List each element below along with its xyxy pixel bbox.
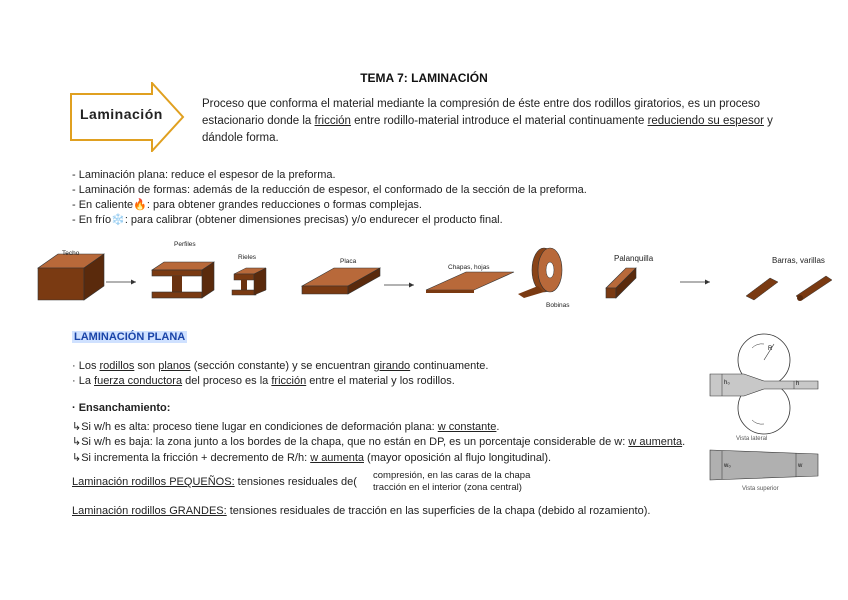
label-barras: Barras, varillas (772, 256, 825, 265)
intro-friccion: fricción (314, 115, 351, 127)
ens-line-3: ↳Si incrementa la fricción + decremento de R/h: w aumenta (mayor oposición al flujo longitudinal). (72, 452, 552, 464)
label-vista-lateral: Vista lateral (736, 436, 768, 442)
bullet-item: - En frío❄️: para calibrar (obtener dimensiones precisas) y/o endurecer el producto final. (72, 214, 503, 226)
bullet-list (72, 168, 587, 228)
ensanchamiento-heading: · Ensanchamiento: (72, 402, 171, 414)
label-vista-superior: Vista superior (742, 486, 779, 492)
pequenos-detail: compresión, en las caras de la chapa tracción en el interior (zona central) (373, 470, 531, 493)
products-illustration (34, 238, 844, 308)
ens-line-2: ↳Si w/h es baja: la zona junto a los bordes de la chapa, que no están en DP, es un porcentaje considerable de w: w aumenta. (72, 436, 686, 448)
box-label: Laminación (80, 106, 163, 122)
label-bobinas: Bobinas (546, 302, 570, 309)
intro-text: Proceso que conforma el material mediante la compresión de éste entre dos rodillos giratorios, es un proceso estacionario donde la (202, 98, 761, 127)
ens-line-1: ↳Si w/h es alta: proceso tiene lugar en condiciones de deformación plana: w constante. (72, 421, 500, 433)
intro-text-3: y dándole forma. (202, 115, 773, 144)
bullet-item: - Laminación de formas: además de la reducción de espesor, el conformado de la sección de la preforma. (72, 184, 587, 196)
label-R: R (768, 346, 773, 352)
rolling-diagram (708, 330, 828, 500)
page-title: TEMA 7: LAMINACIÓN (360, 71, 488, 85)
bullet-item: - En caliente🔥: para obtener grandes reducciones o formas complejas. (72, 199, 422, 211)
intro-paragraph (202, 96, 782, 147)
bullet-item: - Laminación plana: reduce el espesor de la preforma. (72, 169, 336, 181)
intro-text-2: entre rodillo-material introduce el material continuamente (350, 115, 648, 127)
label-placa: Placa (340, 258, 357, 265)
label-chapas: Chapas, hojas (448, 264, 490, 271)
intro-reduciendo: reduciendo su espesor (647, 115, 764, 127)
grandes-line: Laminación rodillos GRANDES: tensiones residuales de tracción en las superficies de la chapa (debido al rozamiento). (72, 505, 651, 517)
label-h0: h₀ (724, 380, 730, 386)
label-techo: Techo (62, 250, 80, 257)
label-perfiles: Perfiles (174, 241, 196, 248)
label-h: h (796, 381, 800, 387)
label-w0: w₀ (724, 463, 731, 469)
section-heading: LAMINACIÓN PLANA (74, 331, 186, 343)
rolling-products-figure (34, 238, 844, 308)
pequenos-line: Laminación rodillos PEQUEÑOS: tensiones residuales de( (72, 476, 357, 488)
label-palanquilla: Palanquilla (614, 254, 654, 263)
label-w: w (798, 463, 803, 469)
plana-line-2: · La fuerza conductora del proceso es la fricción entre el material y los rodillos. (72, 375, 455, 387)
plana-line-1: · Los rodillos son planos (sección constante) y se encuentran girando continuamente. (72, 360, 489, 372)
label-rieles: Rieles (238, 254, 257, 261)
